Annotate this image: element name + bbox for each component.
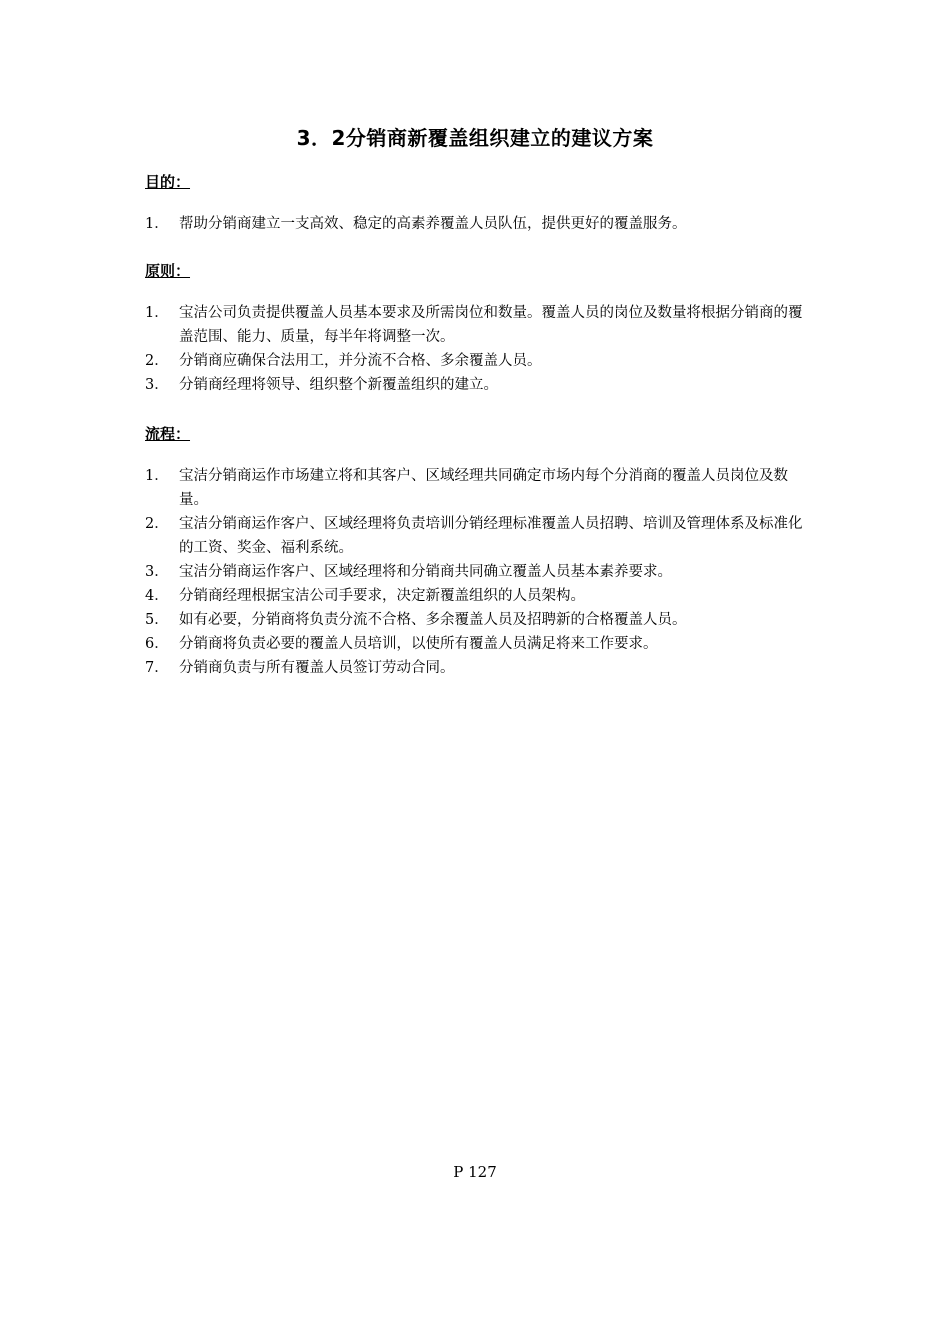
section-heading-process: 流程：	[145, 425, 191, 443]
list-item-text: 宝洁分销商运作客户、区域经理将和分销商共同确立覆盖人员基本素养要求。	[179, 564, 672, 580]
section-heading-principles: 原则：	[145, 262, 191, 280]
list-item-text: 分销商应确保合法用工，并分流不合格、多余覆盖人员。	[179, 353, 542, 369]
list-item-number: 2．	[145, 516, 169, 532]
process-list	[145, 464, 810, 680]
list-item	[145, 464, 810, 512]
list-item-number: 7．	[145, 660, 169, 676]
list-item-number: 1．	[145, 216, 169, 232]
list-item-text: 宝洁公司负责提供覆盖人员基本要求及所需岗位和数量。覆盖人员的岗位及数量将根据分销商的覆盖范围、能力、质量，每半年将调整一次。	[179, 305, 803, 345]
list-item-text: 如有必要，分销商将负责分流不合格、多余覆盖人员及招聘新的合格覆盖人员。	[179, 612, 687, 628]
list-item-text: 分销商经理将领导、组织整个新覆盖组织的建立。	[179, 377, 498, 393]
purpose-list	[145, 212, 810, 236]
list-item	[145, 656, 810, 680]
list-item	[145, 632, 810, 656]
list-item	[145, 608, 810, 632]
list-item-text: 分销商将负责必要的覆盖人员培训，以使所有覆盖人员满足将来工作要求。	[179, 636, 658, 652]
list-item	[145, 560, 810, 584]
principles-list	[145, 301, 810, 397]
list-item-number: 1．	[145, 305, 169, 321]
list-item-number: 3．	[145, 377, 169, 393]
list-item-text: 帮助分销商建立一支高效、稳定的高素养覆盖人员队伍，提供更好的覆盖服务。	[179, 216, 687, 232]
list-item-number: 1．	[145, 468, 169, 484]
page-title: 3．2分销商新覆盖组织建立的建议方案	[296, 126, 654, 150]
page-number: P 127	[453, 1163, 497, 1181]
list-item	[145, 512, 810, 560]
list-item-text: 分销商负责与所有覆盖人员签订劳动合同。	[179, 660, 455, 676]
list-item	[145, 373, 810, 397]
list-item	[145, 584, 810, 608]
list-item-number: 6．	[145, 636, 169, 652]
list-item-number: 3．	[145, 564, 169, 580]
section-heading-purpose: 目的：	[145, 173, 191, 191]
list-item-number: 4．	[145, 588, 169, 604]
list-item	[145, 349, 810, 373]
list-item-text: 宝洁分销商运作客户、区域经理将负责培训分销经理标准覆盖人员招聘、培训及管理体系及标准化的工资、奖金、福利系统。	[179, 516, 803, 556]
list-item	[145, 212, 810, 236]
list-item-text: 宝洁分销商运作市场建立将和其客户、区域经理共同确定市场内每个分消商的覆盖人员岗位及数量。	[179, 468, 788, 508]
list-item-text: 分销商经理根据宝洁公司手要求，决定新覆盖组织的人员架构。	[179, 588, 585, 604]
list-item-number: 2．	[145, 353, 169, 369]
list-item	[145, 301, 810, 349]
list-item-number: 5．	[145, 612, 169, 628]
